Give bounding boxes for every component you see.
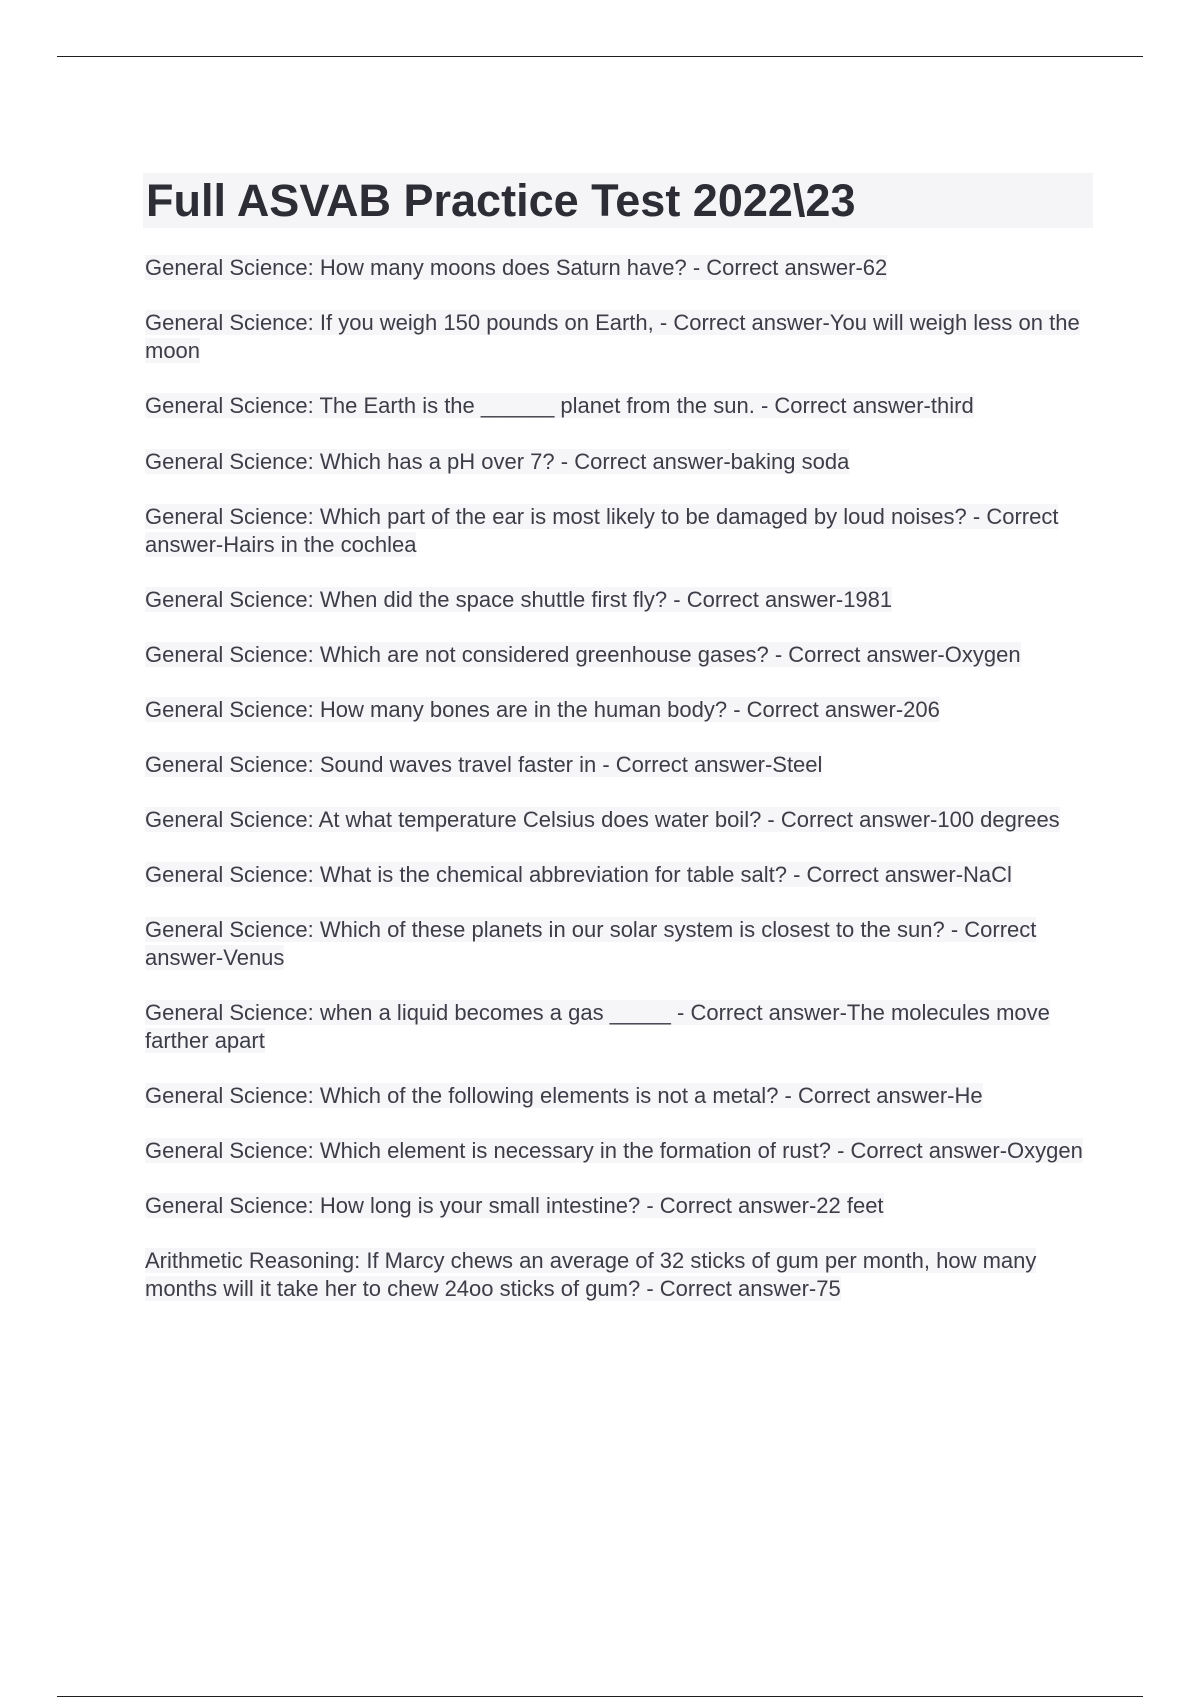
list-item-text: General Science: Which part of the ear is most likely to be damaged by loud noises? - Correct answer-Hairs in the cochlea (145, 504, 1059, 557)
list-item (145, 751, 1095, 779)
list-item-text: General Science: Which of the following elements is not a metal? - Correct answer-He (145, 1083, 983, 1108)
list-item (145, 309, 1095, 365)
list-item-text: General Science: Sound waves travel faster in - Correct answer-Steel (145, 752, 823, 777)
list-item-text: General Science: If you weigh 150 pounds on Earth, - Correct answer-You will weigh less on the moon (145, 310, 1080, 363)
list-item-text: General Science: Which of these planets in our solar system is closest to the sun? - Correct answer-Venus (145, 917, 1037, 970)
title-block (143, 173, 1093, 228)
list-item (145, 999, 1095, 1055)
list-item-text: General Science: Which element is necessary in the formation of rust? - Correct answer-Oxygen (145, 1138, 1083, 1163)
question-answer-list (145, 254, 1095, 1303)
list-item-text: General Science: Which has a pH over 7? - Correct answer-baking soda (145, 449, 850, 474)
list-item (145, 861, 1095, 889)
list-item (145, 448, 1095, 476)
list-item (145, 1082, 1095, 1110)
list-item (145, 806, 1095, 834)
list-item-text: General Science: How many bones are in the human body? - Correct answer-206 (145, 697, 940, 722)
list-item-text: General Science: At what temperature Celsius does water boil? - Correct answer-100 degrees (145, 807, 1060, 832)
list-item (145, 254, 1095, 282)
list-item-text: General Science: How many moons does Saturn have? - Correct answer-62 (145, 255, 888, 280)
list-item-text: General Science: How long is your small intestine? - Correct answer-22 feet (145, 1193, 884, 1218)
list-item-text: General Science: The Earth is the ______ planet from the sun. - Correct answer-third (145, 393, 974, 418)
page-title: Full ASVAB Practice Test 2022\23 (146, 175, 856, 226)
list-item (145, 1247, 1095, 1303)
list-item-text: General Science: When did the space shuttle first fly? - Correct answer-1981 (145, 587, 893, 612)
list-item (145, 1137, 1095, 1165)
top-divider (57, 56, 1143, 57)
list-item (145, 696, 1095, 724)
list-item (145, 503, 1095, 559)
list-item (145, 916, 1095, 972)
list-item (145, 586, 1095, 614)
list-item-text: Arithmetic Reasoning: If Marcy chews an average of 32 sticks of gum per month, how many months will it take her to chew 24oo sticks of gum? - Correct answer-75 (145, 1248, 1037, 1301)
list-item-text: General Science: What is the chemical abbreviation for table salt? - Correct answer-NaCl (145, 862, 1012, 887)
list-item-text: General Science: when a liquid becomes a gas _____ - Correct answer-The molecules move farther apart (145, 1000, 1050, 1053)
list-item-text: General Science: Which are not considered greenhouse gases? - Correct answer-Oxygen (145, 642, 1021, 667)
list-item (145, 641, 1095, 669)
list-item (145, 1192, 1095, 1220)
list-item (145, 392, 1095, 420)
bottom-divider (57, 1696, 1143, 1697)
